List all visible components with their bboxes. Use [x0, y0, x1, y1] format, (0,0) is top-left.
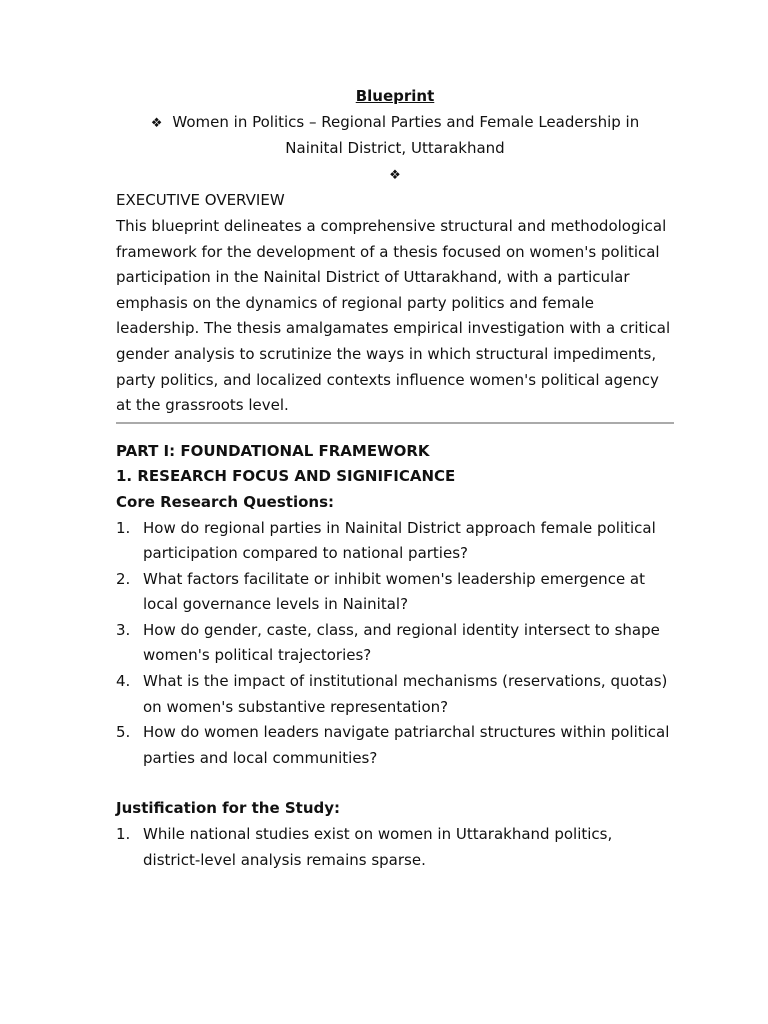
list-number: 1.: [116, 825, 131, 844]
list-text: While national studies exist on women in Uttarakhand politics, district-level analysis remains sparse.: [143, 825, 613, 869]
core-questions-list: [116, 516, 674, 772]
subtitle-text: Women in Politics – Regional Parties and Female Leadership in Nainital District, Uttarakhand: [172, 112, 640, 158]
list-number: 4.: [116, 672, 131, 691]
diamond-bullet-icon: ❖: [389, 167, 401, 183]
executive-overview-body: This blueprint delineates a comprehensive structural and methodological framework for the development of a thesis focused on women's political participation in the Nainital District of Uttarakhand, with a particular emphasis on the dynamics of regional party politics and female leadership. The thesis amalgamates empirical investigation with a critical gender analysis to scrutinize the ways in which structural impediments, party politics, and localized contexts influence women's political agency at the grassroots level.: [116, 216, 671, 415]
list-item: [116, 669, 674, 720]
list-text: What is the impact of institutional mechanisms (reservations, quotas) on women's substantive representation?: [143, 672, 668, 716]
spacer: [116, 771, 674, 796]
list-text: How do women leaders navigate patriarchal structures within political parties and local communities?: [143, 723, 670, 767]
list-number: 3.: [116, 620, 131, 639]
justification-heading: Justification for the Study:: [116, 799, 341, 818]
list-text: How do regional parties in Nainital District approach female political participation compared to national parties?: [143, 518, 656, 563]
document-subtitle: [116, 110, 674, 162]
list-number: 1.: [116, 518, 131, 537]
list-item: [116, 618, 674, 669]
empty-bullet-line: [116, 162, 674, 189]
list-item: [116, 720, 674, 771]
part1-heading: PART I: FOUNDATIONAL FRAMEWORK: [116, 441, 430, 460]
list-text: What factors facilitate or inhibit women's leadership emergence at local governance levels in Nainital?: [143, 569, 646, 614]
document-page: [116, 84, 674, 873]
section-divider: [116, 422, 674, 424]
justification-list: [116, 822, 674, 873]
list-number: 2.: [116, 569, 131, 588]
executive-overview-heading: EXECUTIVE OVERVIEW: [116, 191, 285, 210]
list-item: [116, 516, 674, 567]
list-item: [116, 822, 674, 873]
core-questions-heading: Core Research Questions:: [116, 492, 334, 511]
list-item: [116, 567, 674, 618]
diamond-bullet-icon: ❖: [150, 115, 163, 131]
list-number: 5.: [116, 723, 131, 742]
list-text: How do gender, caste, class, and regional identity intersect to shape women's political trajectories?: [143, 620, 660, 665]
document-title: Blueprint: [355, 87, 435, 105]
section1-heading: 1. RESEARCH FOCUS AND SIGNIFICANCE: [116, 467, 456, 486]
